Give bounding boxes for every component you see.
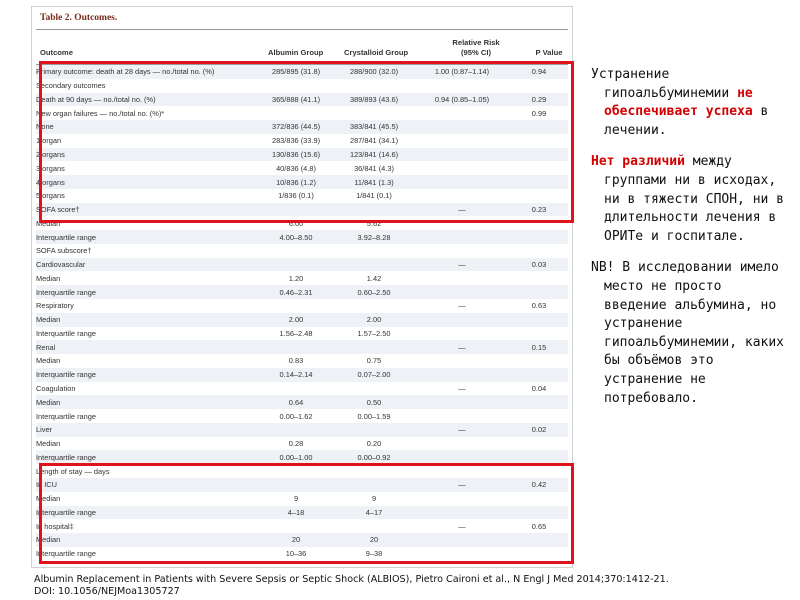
table-row <box>36 478 568 492</box>
table-row <box>36 450 568 464</box>
albumin-value <box>258 258 334 272</box>
crystalloid-value: 1.57–2.50 <box>357 328 391 338</box>
crystalloid-value <box>334 203 414 217</box>
table-row <box>36 175 568 189</box>
albumin-value: 285/895 (31.8) <box>258 65 334 79</box>
albumin-value: 0.83 <box>288 356 304 366</box>
crystalloid-value <box>334 382 414 396</box>
p-value <box>510 161 568 175</box>
row-label: Interquartile range <box>36 368 258 382</box>
table-row <box>36 464 568 478</box>
albumin-value <box>258 478 334 492</box>
table-row <box>36 244 568 258</box>
row-label: SOFA subscore† <box>36 246 92 256</box>
citation-reference: Albumin Replacement in Patients with Severe Sepsis or Septic Shock (ALBIOS), Pietro Caironi et al., N Engl J Med 2014;370:1412-21. <box>34 574 669 585</box>
table-row <box>36 382 568 396</box>
albumin-value <box>258 382 334 396</box>
row-label: Median <box>36 218 61 228</box>
relative-risk-value: — <box>414 258 510 272</box>
p-value: 0.63 <box>531 301 547 311</box>
relative-risk-value <box>414 492 510 506</box>
relative-risk-value: — <box>458 383 466 393</box>
albumin-value <box>258 244 334 258</box>
relative-risk-value <box>414 230 510 244</box>
albumin-value <box>258 79 334 93</box>
header-ci: (95% CI) <box>461 48 491 57</box>
relative-risk-value <box>414 450 510 464</box>
table-row <box>36 216 568 230</box>
crystalloid-value: 4–17 <box>334 506 414 520</box>
albumin-value: 1.56–2.48 <box>279 328 313 338</box>
p-value: 0.99 <box>531 108 547 118</box>
row-label: Interquartile range <box>36 549 96 559</box>
albumin-value: 130/836 (15.6) <box>258 148 334 162</box>
relative-risk-value: — <box>414 340 510 354</box>
crystalloid-value <box>334 106 414 120</box>
table-row <box>36 189 568 203</box>
p-value <box>510 450 568 464</box>
p-value <box>510 134 568 148</box>
p-value <box>510 492 568 506</box>
outcomes-table-figure <box>31 6 573 568</box>
relative-risk-value <box>414 409 510 423</box>
albumin-value: 0.00–1.62 <box>279 411 313 421</box>
table-row <box>36 409 568 423</box>
relative-risk-value: 1.00 (0.87–1.14) <box>414 65 510 79</box>
crystalloid-value: 0.50 <box>334 395 414 409</box>
crystalloid-value <box>334 464 414 478</box>
commentary-text: между группами ни в исходах, ни в тяжести СПОН, ни в длительности лечения в ОРИТе и госпитале. <box>604 154 785 244</box>
table-row <box>36 79 568 93</box>
crystalloid-value <box>334 478 414 492</box>
table-row <box>36 258 568 272</box>
albumin-value <box>258 340 334 354</box>
albumin-value <box>258 203 334 217</box>
commentary-text: Устранение гипоальбуминемии <box>591 67 738 101</box>
relative-risk-value <box>414 106 510 120</box>
albumin-value <box>258 423 334 437</box>
crystalloid-value: 1/841 (0.1) <box>356 191 392 201</box>
row-label: Coagulation <box>36 383 76 393</box>
commentary-paragraph-3: NB! В исследовании имело место не просто введение альбумина, но устранение гипоальбуминемии, каких бы объёмов это устранение не потребовало. <box>591 260 785 406</box>
row-label: Secondary outcomes <box>36 81 106 91</box>
p-value: 0.03 <box>510 258 568 272</box>
albumin-value: 0.28 <box>288 439 304 449</box>
header-p-value: P Value <box>535 48 563 57</box>
crystalloid-value: 123/841 (14.6) <box>334 148 414 162</box>
p-value <box>510 271 568 285</box>
albumin-value <box>258 106 334 120</box>
relative-risk-value <box>414 148 510 162</box>
table-title: Table 2. Outcomes. <box>40 13 118 23</box>
albumin-value <box>258 519 334 533</box>
citation <box>34 574 669 597</box>
table-row <box>36 395 568 409</box>
relative-risk-value: — <box>414 423 510 437</box>
p-value: 0.29 <box>510 93 568 107</box>
crystalloid-value: 0.75 <box>366 356 382 366</box>
crystalloid-value: 383/841 (45.5) <box>334 120 414 134</box>
emphasis-text: не обеспечивает успеха <box>604 85 753 120</box>
albumin-value <box>258 299 334 313</box>
relative-risk-value <box>414 368 510 382</box>
table-row <box>36 299 568 313</box>
crystalloid-value: 9 <box>371 494 377 504</box>
table-row <box>36 285 568 299</box>
albumin-value: 9 <box>293 494 299 504</box>
row-label: 3 organs <box>36 163 65 173</box>
crystalloid-value <box>334 244 414 258</box>
table-row <box>36 506 568 520</box>
p-value <box>510 175 568 189</box>
p-value <box>510 464 568 478</box>
commentary-paragraph-2 <box>591 153 791 246</box>
albumin-value: 0.46–2.31 <box>258 285 334 299</box>
albumin-value <box>258 464 334 478</box>
crystalloid-value: 11/841 (1.3) <box>334 175 414 189</box>
relative-risk-value <box>414 327 510 341</box>
row-label: Median <box>36 439 61 449</box>
crystalloid-value: 1.42 <box>366 273 382 283</box>
crystalloid-value <box>334 258 414 272</box>
albumin-value: 0.00–1.00 <box>258 450 334 464</box>
albumin-value: 40/836 (4.8) <box>276 163 316 173</box>
row-label: Median <box>36 533 258 547</box>
relative-risk-value: — <box>458 521 466 531</box>
albumin-value: 365/888 (41.1) <box>258 93 334 107</box>
p-value <box>510 409 568 423</box>
relative-risk-value <box>414 175 510 189</box>
crystalloid-value: 36/841 (4.3) <box>354 163 394 173</box>
relative-risk-value <box>414 271 510 285</box>
crystalloid-value <box>334 423 414 437</box>
relative-risk-value: — <box>458 301 466 311</box>
table-row <box>36 519 568 533</box>
relative-risk-value <box>414 313 510 327</box>
crystalloid-value <box>334 79 414 93</box>
table-row <box>36 492 568 506</box>
crystalloid-value: 2.00 <box>334 313 414 327</box>
table-row <box>36 437 568 451</box>
crystalloid-value: 288/900 (32.0) <box>334 65 414 79</box>
row-label: Primary outcome: death at 28 days — no./total no. (%) <box>36 65 258 79</box>
p-value <box>510 244 568 258</box>
crystalloid-value <box>334 519 414 533</box>
albumin-value: 10/836 (1.2) <box>258 175 334 189</box>
p-value <box>510 230 568 244</box>
row-label: Median <box>36 356 61 366</box>
relative-risk-value <box>414 189 510 203</box>
row-label: Median <box>36 273 61 283</box>
relative-risk-value <box>414 216 510 230</box>
relative-risk-value <box>414 120 510 134</box>
table-row <box>36 423 568 437</box>
header-outcome: Outcome <box>40 48 73 57</box>
row-label: Interquartile range <box>36 411 96 421</box>
albumin-value: 2.00 <box>258 313 334 327</box>
relative-risk-value: — <box>414 478 510 492</box>
crystalloid-value: 0.07–2.00 <box>334 368 414 382</box>
relative-risk-value <box>414 354 510 368</box>
crystalloid-value: 0.60–2.50 <box>334 285 414 299</box>
relative-risk-value: 0.94 (0.85–1.05) <box>414 93 510 107</box>
emphasis-text: Нет различий <box>591 154 685 170</box>
crystalloid-value <box>334 299 414 313</box>
row-label: New organ failures — no./total no. (%)* <box>36 108 165 118</box>
albumin-value: 6.00 <box>288 218 304 228</box>
row-label: Interquartile range <box>36 328 96 338</box>
table-row <box>36 93 568 107</box>
row-label: SOFA score† <box>36 203 258 217</box>
table-row <box>36 203 568 217</box>
albumin-value: 4–18 <box>258 506 334 520</box>
p-value <box>510 395 568 409</box>
table-row <box>36 148 568 162</box>
crystalloid-value: 389/893 (43.6) <box>334 93 414 107</box>
table-row <box>36 533 568 547</box>
albumin-value: 1.20 <box>288 273 304 283</box>
table-row <box>36 134 568 148</box>
row-label: Interquartile range <box>36 506 258 520</box>
relative-risk-value <box>414 533 510 547</box>
row-label: Interquartile range <box>36 450 258 464</box>
p-value <box>510 547 568 561</box>
albumin-value: 10–36 <box>285 549 307 559</box>
row-label: Median <box>36 313 258 327</box>
p-value <box>510 354 568 368</box>
relative-risk-value <box>414 547 510 561</box>
row-label: Interquartile range <box>36 285 258 299</box>
p-value <box>510 368 568 382</box>
p-value: 0.15 <box>510 340 568 354</box>
row-label: In hospital‡ <box>36 521 74 531</box>
crystalloid-value: 9–38 <box>365 549 383 559</box>
p-value: 0.65 <box>531 521 547 531</box>
outcomes-table <box>36 65 568 561</box>
row-label: Renal <box>36 340 258 354</box>
p-value <box>510 285 568 299</box>
relative-risk-value <box>414 437 510 451</box>
citation-doi: DOI: 10.1056/NEJMoa1305727 <box>34 585 180 597</box>
p-value <box>510 79 568 93</box>
p-value <box>510 437 568 451</box>
albumin-value: 20 <box>258 533 334 547</box>
row-label: Length of stay — days <box>36 466 110 476</box>
table-row <box>36 368 568 382</box>
relative-risk-value <box>414 285 510 299</box>
p-value: 0.23 <box>510 203 568 217</box>
table-row <box>36 271 568 285</box>
p-value <box>510 120 568 134</box>
row-label: 5 organs <box>36 191 65 201</box>
row-label: Median <box>36 395 258 409</box>
row-label: 2 organs <box>36 148 258 162</box>
p-value <box>510 189 568 203</box>
table-row <box>36 327 568 341</box>
table-row <box>36 354 568 368</box>
albumin-value: 0.64 <box>258 395 334 409</box>
crystalloid-value: 0.00–0.92 <box>334 450 414 464</box>
crystalloid-value <box>334 340 414 354</box>
p-value <box>510 216 568 230</box>
p-value: 0.02 <box>510 423 568 437</box>
table-row <box>36 313 568 327</box>
p-value <box>510 327 568 341</box>
header-crystalloid: Crystalloid Group <box>344 48 409 57</box>
p-value <box>510 533 568 547</box>
relative-risk-value <box>414 161 510 175</box>
row-label: 1 organ <box>36 136 62 146</box>
commentary-paragraph-1 <box>591 66 791 140</box>
table-row <box>36 230 568 244</box>
header-albumin: Albumin Group <box>268 48 324 57</box>
row-label: Cardiovascular <box>36 258 258 272</box>
table-row <box>36 161 568 175</box>
albumin-value: 283/836 (33.9) <box>271 136 321 146</box>
relative-risk-value <box>414 464 510 478</box>
crystalloid-value: 0.00–1.59 <box>357 411 391 421</box>
albumin-value: 4.00–8.50 <box>258 230 334 244</box>
relative-risk-value: — <box>414 203 510 217</box>
header-relative-risk: Relative Risk <box>452 38 500 47</box>
row-label: Median <box>36 494 61 504</box>
table-row <box>36 120 568 134</box>
row-label: Liver <box>36 423 258 437</box>
commentary-text: в лечении. <box>604 104 769 138</box>
p-value: 0.94 <box>510 65 568 79</box>
crystalloid-value: 287/841 (34.1) <box>349 136 399 146</box>
crystalloid-value: 20 <box>334 533 414 547</box>
crystalloid-value: 0.20 <box>366 439 382 449</box>
relative-risk-value <box>414 79 510 93</box>
row-label: Death at 90 days — no./total no. (%) <box>36 93 258 107</box>
relative-risk-value <box>414 134 510 148</box>
row-label: In ICU <box>36 478 258 492</box>
relative-risk-value <box>414 244 510 258</box>
albumin-value: 1/836 (0.1) <box>278 191 314 201</box>
albumin-value: 0.14–2.14 <box>258 368 334 382</box>
crystalloid-value: 3.92–8.28 <box>334 230 414 244</box>
commentary-panel <box>591 66 791 421</box>
table-row <box>36 340 568 354</box>
row-label: 4 organs <box>36 175 258 189</box>
albumin-value: 372/836 (44.5) <box>258 120 334 134</box>
row-label: None <box>36 120 258 134</box>
p-value <box>510 148 568 162</box>
row-label: Interquartile range <box>36 230 258 244</box>
p-value <box>510 313 568 327</box>
p-value: 0.42 <box>510 478 568 492</box>
row-label: Respiratory <box>36 301 74 311</box>
table-row <box>36 106 568 120</box>
p-value <box>510 506 568 520</box>
table-row <box>36 547 568 561</box>
relative-risk-value <box>414 395 510 409</box>
p-value: 0.04 <box>531 383 547 393</box>
table-row <box>36 65 568 79</box>
header-rule-top <box>36 29 568 30</box>
crystalloid-value: 5.62 <box>366 218 382 228</box>
relative-risk-value <box>414 506 510 520</box>
